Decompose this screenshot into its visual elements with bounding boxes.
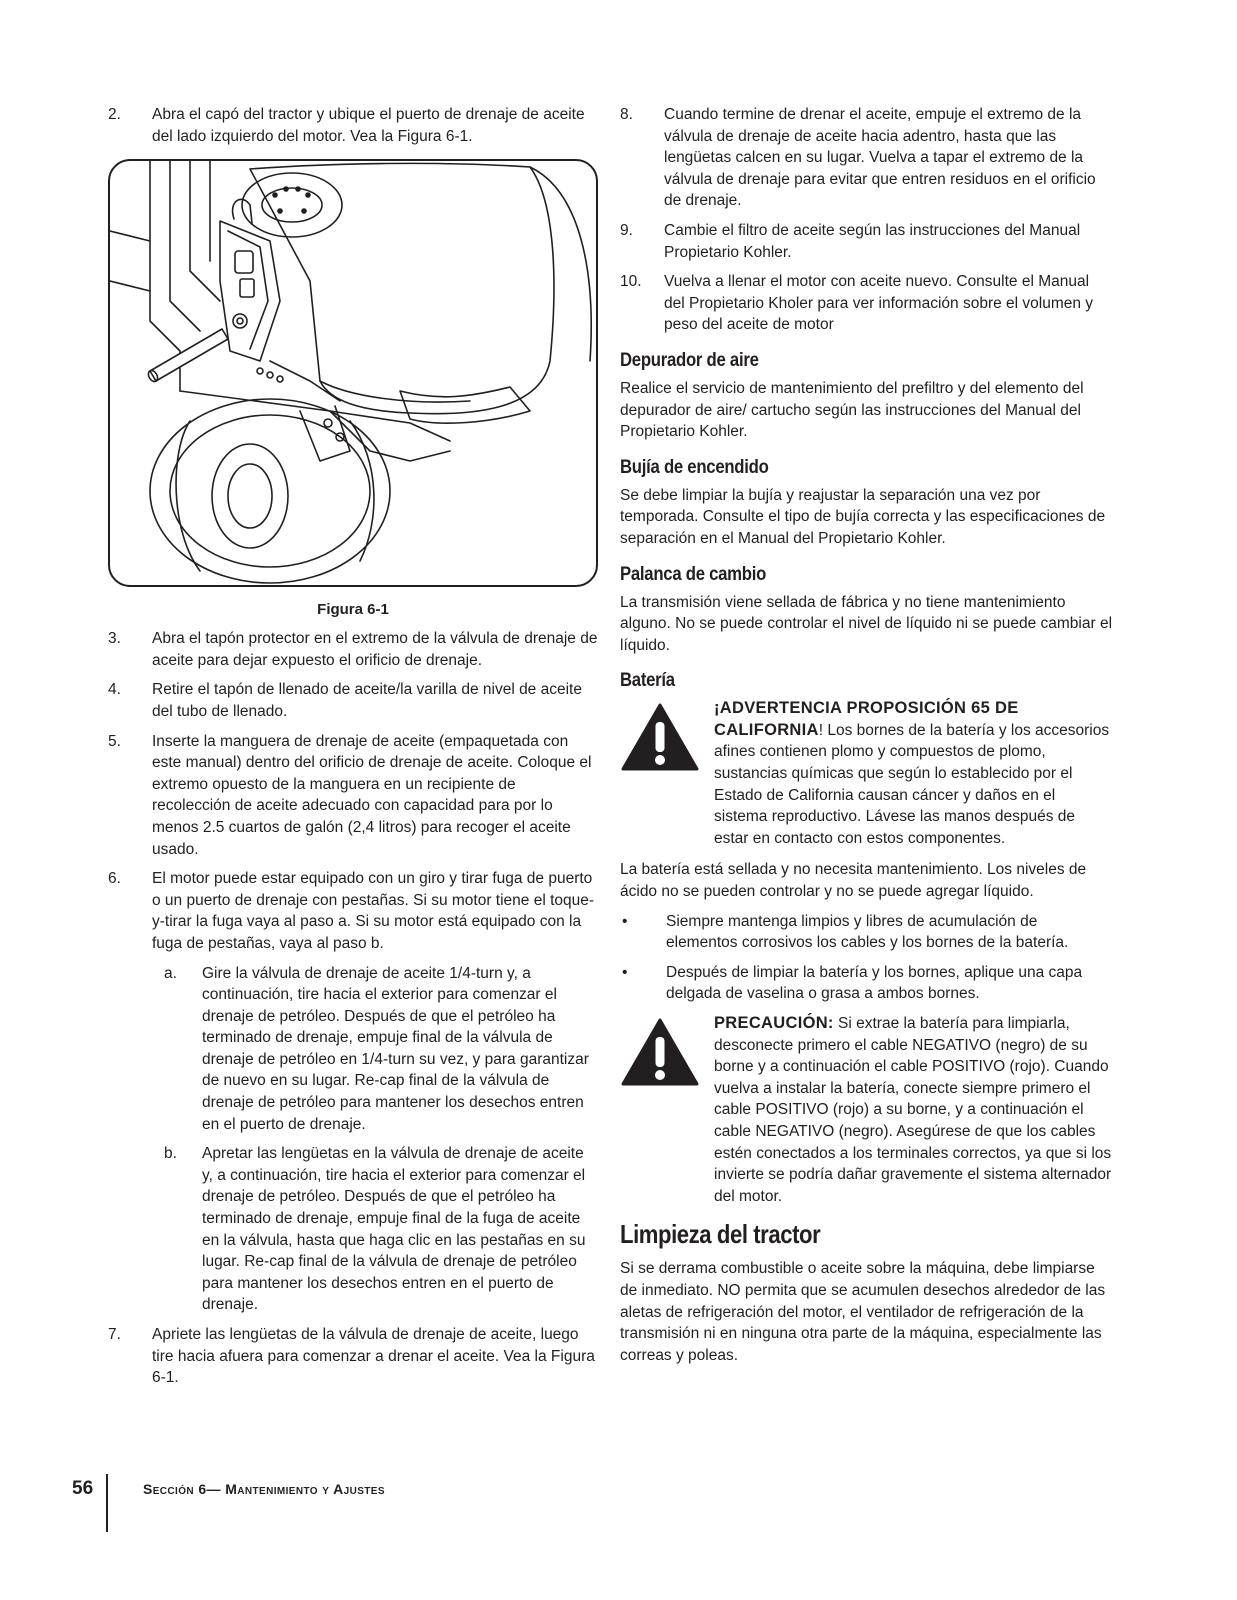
item-text: Cambie el filtro de aceite según las instrucciones del Manual Propietario Kohler. — [664, 221, 1081, 261]
caution-warning-title: PRECAUCIÓN: — [714, 1014, 834, 1032]
item-number: 7. — [108, 1326, 121, 1343]
bullet-mark: • — [622, 912, 628, 930]
item-number: 4. — [108, 681, 121, 699]
prop65-warning-title: ¡ADVERTENCIA PROPOSICIÓN 65 DE CALIFORNIA — [714, 699, 1019, 739]
item-number: 3. — [108, 630, 121, 648]
list-item-2 — [108, 104, 598, 147]
item-number: 6. — [108, 870, 121, 888]
air-cleaner-text: Realice el servicio de mantenimiento del prefiltro y del elemento del depurador de aire/ cartucho según las instrucciones del Manual del Propietario Kohler. — [620, 379, 1084, 441]
heading-shift-lever: Palanca de cambio — [620, 563, 767, 585]
shift-lever-text: La transmisión viene sellada de fábrica y no tiene mantenimiento alguno. No se puede controlar el nivel de líquido ni se puede cambiar el líquido. — [620, 593, 1113, 654]
right-column — [620, 104, 1112, 1366]
item-text: Abra el capó del tractor y ubique el puerto de drenaje de aceite del lado izquierdo del motor. Vea la Figura 6-1. — [152, 106, 585, 145]
item-text: Vuelva a llenar el motor con aceite nuevo. Consulte el Manual del Propietario Kholer para ver información sobre el volumen y peso del aceite de motor — [664, 273, 1094, 334]
item-text: Abra el tapón protector en el extremo de la válvula de drenaje de aceite para dejar expuesto el orificio de drenaje. — [152, 630, 598, 669]
prop65-warning — [620, 698, 1112, 849]
heading-air-cleaner: Depurador de aire — [620, 349, 759, 371]
prop65-warning-body: ! Los bornes de la batería y los accesorios afines contienen plomo y compuestos de plomo, sustancias químicas que según lo establecido por el Estado de California causan cáncer y daños en el sistema reproductivo. Lávese las manos después de estar en contacto con estos componentes. — [714, 721, 1110, 847]
item-text: Apretar las lengüetas en la válvula de drenaje de aceite y, a continuación, tire hacia el exterior para comenzar el drenaje de petróleo. Después de que el petróleo ha terminado de drenaje, empuje final de la fuga de aceite en la válvula, hasta que haga clic en las pestañas en su lugar. Re-cap final de la válvula de drenaje de petróleo para mantener los desechos entren en el puerto de drenaje. — [202, 1145, 586, 1314]
list-item-3 — [108, 628, 598, 671]
tractor-cleaning-text: Si se derrama combustible o aceite sobre la máquina, debe limpiarse de inmediato. NO permita que se acumulen desechos alrededor de las aletas de refrigeración del motor, el ventilador de refrigeración de la transmisión ni en ninguna otra parte de la máquina, especialmente las correas y poleas. — [620, 1260, 1106, 1364]
figure-6-1-illustration — [108, 159, 598, 587]
warning-triangle-icon — [620, 698, 714, 849]
battery-bullet-2 — [620, 962, 1112, 1005]
caution-warning — [620, 1013, 1112, 1207]
battery-bullet-1 — [620, 911, 1112, 954]
heading-battery: Batería — [620, 670, 675, 692]
item-text: El motor puede estar equipado con un giro y tirar fuga de puerto o un puerto de drenaje con pestañas. Si su motor tiene el toque-y-tirar la fuga vaya al paso a. Si su motor está equipado con la fuga de pestañas, vaya al paso b. — [152, 870, 595, 952]
tractor-engine-drawing — [110, 161, 596, 585]
bullet-mark: • — [622, 963, 628, 981]
list-item-4 — [108, 679, 598, 722]
bullet-text: Siempre mantenga limpios y libres de acumulación de elementos corrosivos los cables y los bornes de la batería. — [666, 912, 1069, 952]
prop65-warning-text — [714, 698, 1112, 849]
item-text: Retire el tapón de llenado de aceite/la varilla de nivel de aceite del tubo de llenado. — [152, 681, 582, 720]
caution-warning-body: Si extrae la batería para limpiarla, desconecte primero el cable NEGATIVO (negro) de su borne y a continuación el cable POSITIVO (rojo). Cuando vuelva a instalar la batería, conecte siempre primero el cable POSITIVO (rojo) a su borne, y a continuación el cable NEGATIVO (negro). Asegúrese de que los cables estén conectados a los terminales correctos, ya que si los invierte se podría dañar gravemente el sistema alternador del motor. — [714, 1015, 1112, 1205]
item-letter: a. — [164, 964, 177, 982]
page-number: 56 — [72, 1478, 94, 1499]
item-text: Cuando termine de drenar el aceite, empuje el extremo de la válvula de drenaje de aceite hacia adentro, hasta que las lengüetas calcen en su lugar. Vuelva a tapar el extremo de la válvula de drenaje para evitar que entren residuos en el orificio de drenaje. — [664, 106, 1096, 210]
list-item-6 — [108, 868, 598, 954]
figure-caption: Figura 6-1 — [317, 601, 389, 619]
list-item-10 — [620, 271, 1112, 336]
item-text: Apriete las lengüetas de la válvula de drenaje de aceite, luego tire hacia afuera para comenzar a drenar el aceite. Vea la Figura 6-1. — [152, 1326, 595, 1387]
item-number: 8. — [620, 106, 633, 123]
sub-item-b — [164, 1143, 598, 1316]
list-item-7 — [108, 1324, 598, 1389]
left-column — [108, 104, 598, 1397]
spark-plug-text: Se debe limpiar la bujía y reajustar la separación una vez por temporada. Consulte el tipo de bujía correcta y las especificaciones de separación en el Manual del Propietario Kohler. — [620, 486, 1106, 547]
item-letter: b. — [164, 1145, 177, 1163]
item-number: 10. — [620, 273, 642, 291]
item-number: 2. — [108, 106, 121, 123]
sub-item-a — [164, 963, 598, 1136]
footer-divider — [106, 1474, 108, 1532]
heading-spark-plug: Bujía de encendido — [620, 456, 769, 478]
item-number: 9. — [620, 221, 633, 239]
list-item-8 — [620, 104, 1112, 212]
item-number: 5. — [108, 732, 121, 750]
heading-tractor-cleaning: Limpieza del tractor — [620, 1219, 821, 1250]
item-text: Inserte la manguera de drenaje de aceite (empaquetada con este manual) dentro del orificio de drenaje de aceite. Coloque el extremo opuesto de la manguera en un recipiente de recolección de aceite adecuado con capacidad para por lo menos 2.5 cuartos de galón (2,4 litros) para recoger el aceite usado. — [152, 732, 592, 858]
caution-warning-text — [714, 1013, 1112, 1207]
warning-triangle-icon — [620, 1013, 714, 1207]
footer-section-title: Sección 6— Mantenimiento y Ajustes — [143, 1481, 385, 1497]
battery-text: La batería está sellada y no necesita mantenimiento. Los niveles de ácido no se pueden controlar y no se puede agregar líquido. — [620, 861, 1087, 901]
item-text: Gire la válvula de drenaje de aceite 1/4-turn y, a continuación, tire hacia el exterior para comenzar el drenaje de petróleo. Después de que el petróleo ha terminado de drenaje, empuje final de la válvula de drenaje de petróleo en 1/4-turn su vez, y para garantizar de nuevo en su lugar. Re-cap final de la válvula de drenaje de petróleo para mantener los desechos entren en el puerto de drenaje. — [202, 964, 589, 1133]
bullet-text: Después de limpiar la batería y los bornes, aplique una capa delgada de vaselina o grasa a ambos bornes. — [666, 963, 1083, 1003]
list-item-9 — [620, 220, 1112, 263]
list-item-5 — [108, 731, 598, 861]
